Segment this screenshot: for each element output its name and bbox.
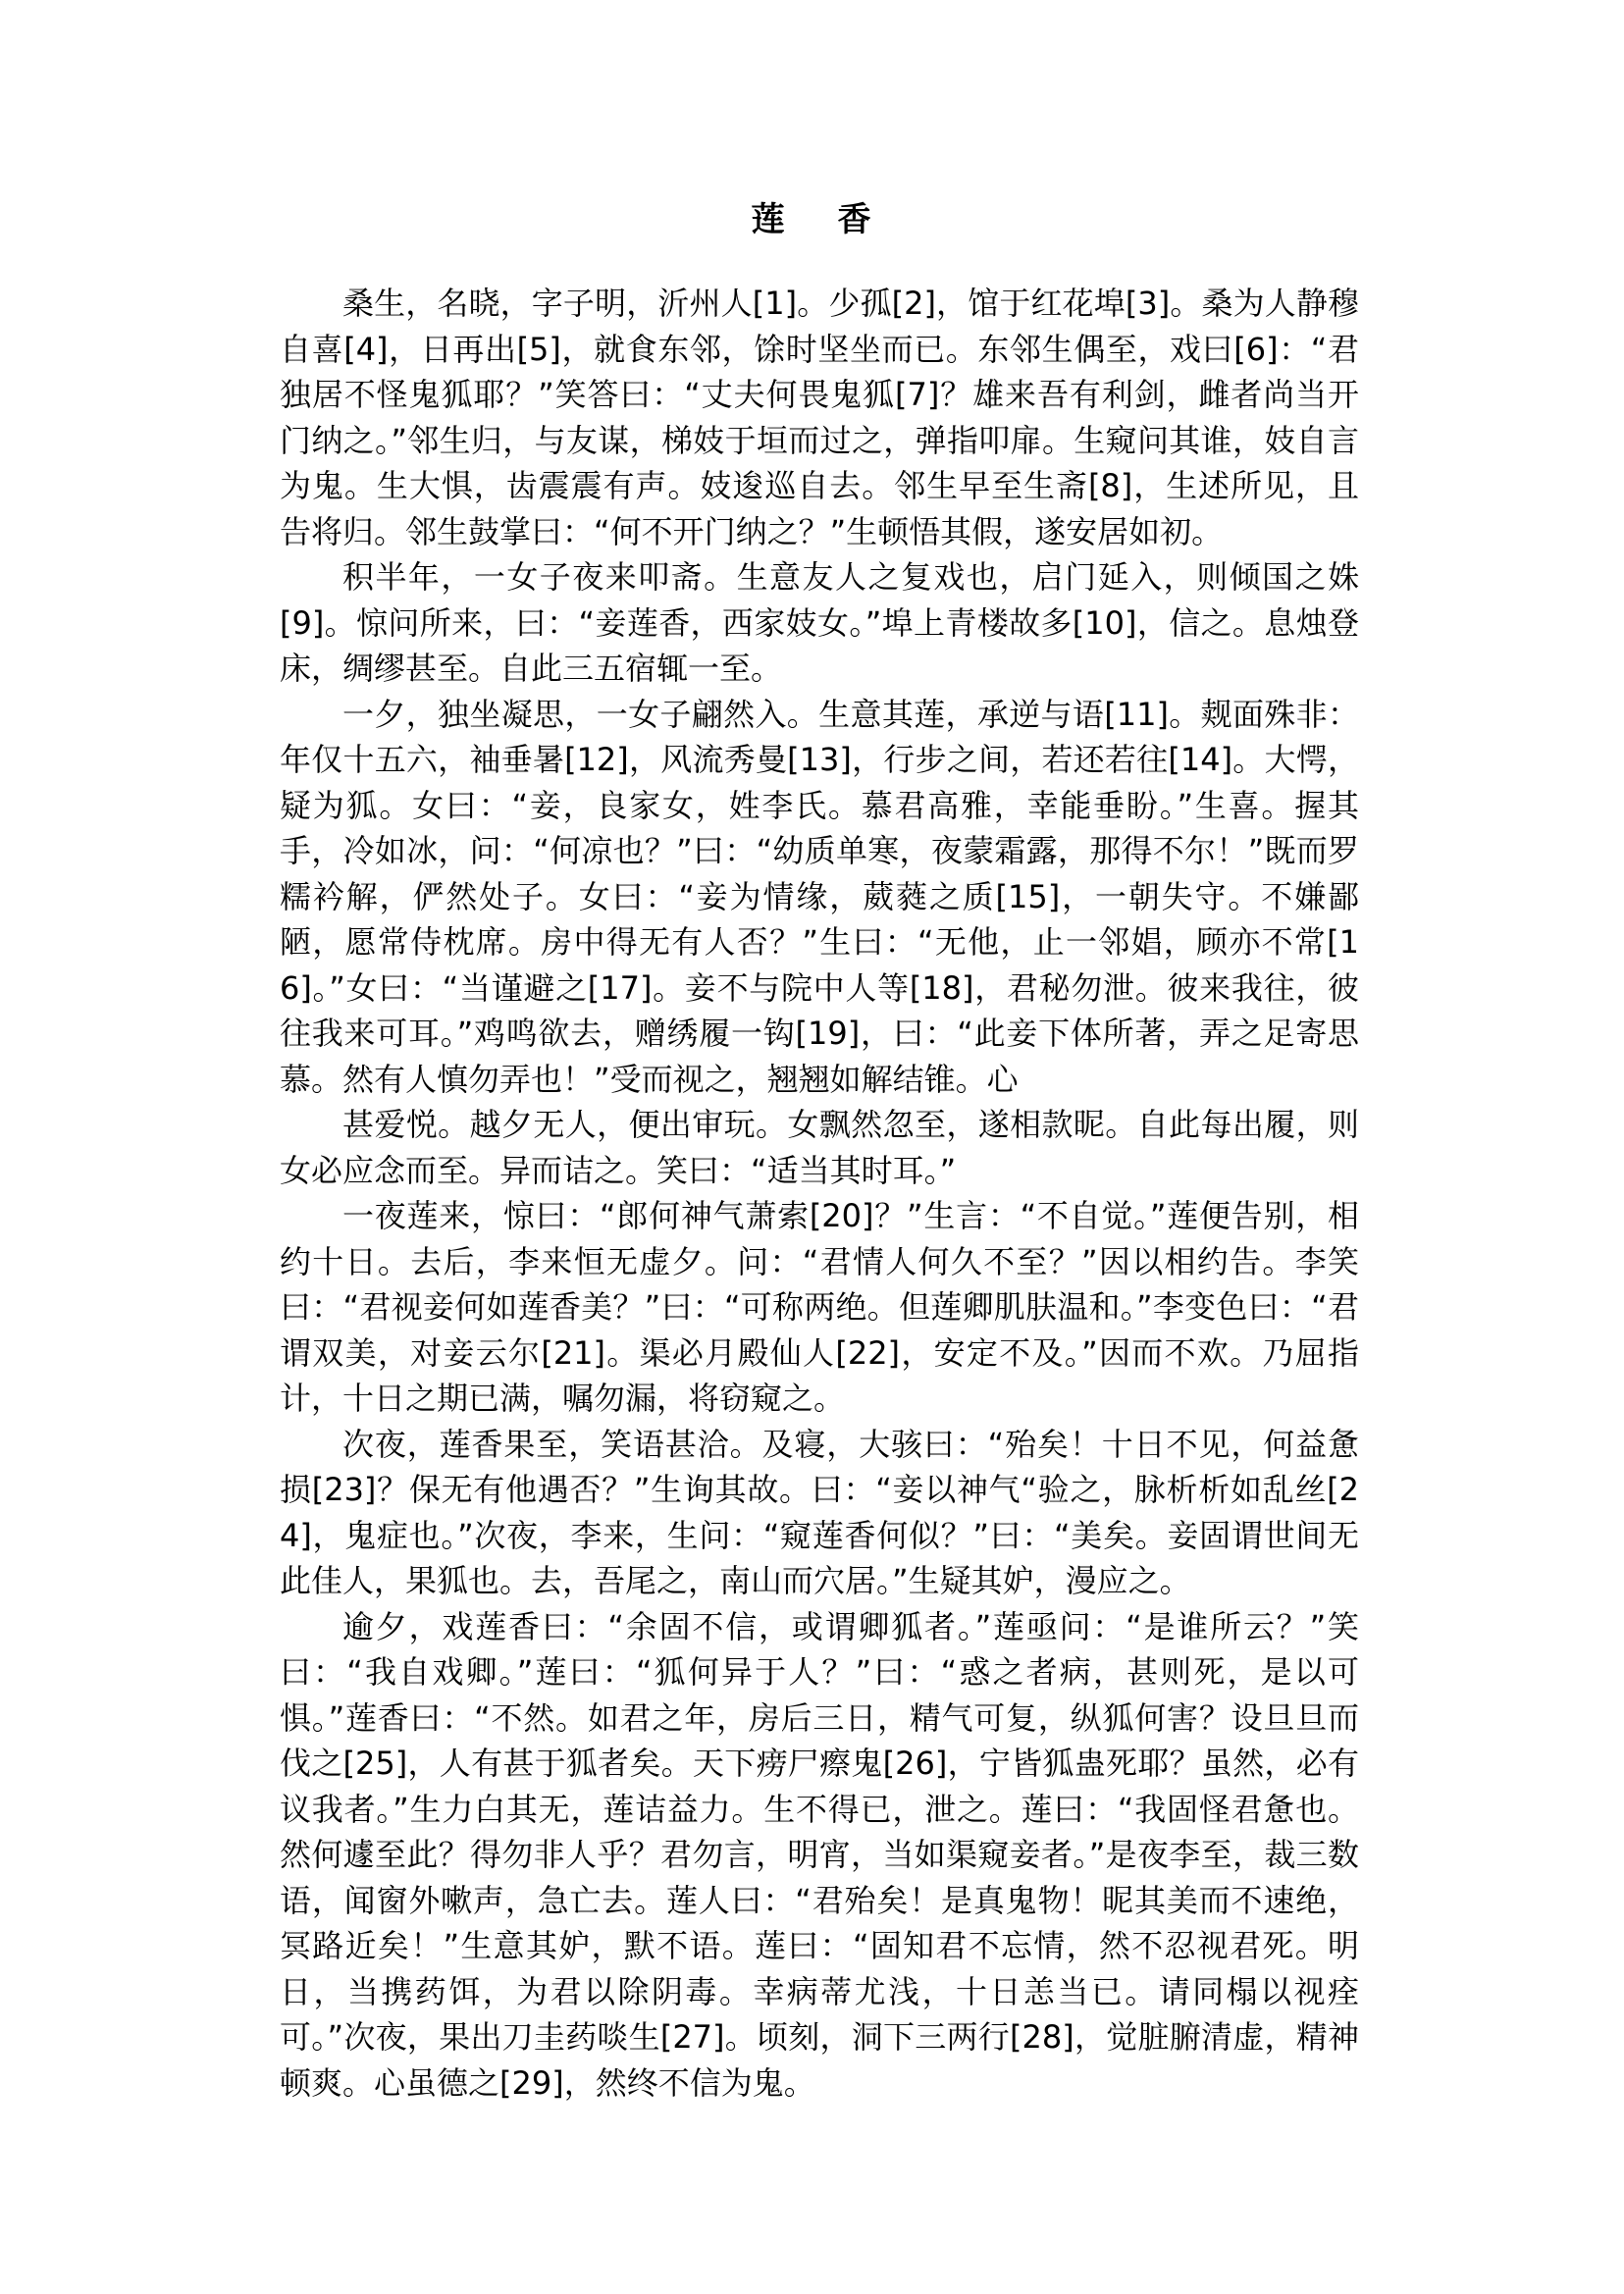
paragraph: 积半年，一女子夜来叩斋。生意友人之复戏也，启门延入，则倾国之姝[9]。惊问所来，曰：“妾莲香，西家妓女。”埠上青楼故多[10]，信之。息烛登床，绸缪甚至。自此三五宿辄一至。 [280, 558, 1359, 687]
paragraph: 次夜，莲香果至，笑语甚洽。及寝，大骇曰：“殆矣！十日不见，何益惫损[23]？保无有他遇否？”生询其故。曰：“妾以神气“验之，脉析析如乱丝[24]，鬼症也。”次夜，李来，生问：“窥莲香何似？”曰：“美矣。妾固谓世间无此佳人，果狐也。去，吾尾之，南山而穴居。”生疑其妒，漫应之。 [280, 1425, 1359, 1599]
page-title [0, 196, 1624, 243]
paragraph: 一夕，独坐凝思，一女子翩然入。生意其莲，承逆与语[11]。觌面殊非：年仅十五六，袖垂暑[12]，风流秀曼[13]，行步之间，若还若往[14]。大愕，疑为狐。女曰：“妾，良家女，姓李氏。慕君高雅，幸能垂盼。”生喜。握其手，冷如冰，问：“何凉也？”曰：“幼质单寒，夜蒙霜露，那得不尔！”既而罗糯衿解，俨然处子。女曰：“妾为情缘，葳蕤之质[15]，一朝失守。不嫌鄙陋，愿常侍枕席。房中得无有人否？”生曰：“无他，止一邻娼，顾亦不常[16]。”女曰：“当谨避之[17]。妾不与院中人等[18]，君秘勿泄。彼来我往，彼往我来可耳。”鸡鸣欲去，赠绣履一钩[19]，曰：“此妾下体所著，弄之足寄思慕。然有人慎勿弄也！”受而视之，翘翘如解结锥。心 [280, 695, 1359, 1098]
story-body [280, 281, 1359, 2106]
paragraph: 一夜莲来，惊曰：“郎何神气萧索[20]？”生言：“不自觉。”莲便告别，相约十日。去后，李来恒无虚夕。问：“君情人何久不至？”因以相约告。李笑曰：“君视妾何如莲香美？”曰：“可称两绝。但莲卿肌肤温和。”李变色曰：“君谓双美，对妾云尔[21]。渠必月殿仙人[22]，安定不及。”因而不欢。乃屈指计，十日之期已满，嘱勿漏，将窃窥之。 [280, 1197, 1359, 1417]
title-char: 莲 [751, 200, 787, 239]
paragraph: 逾夕，戏莲香曰：“余固不信，或谓卿狐者。”莲亟问：“是谁所云？”笑曰：“我自戏卿。”莲曰：“狐何异于人？”曰：“惑之者病，甚则死，是以可惧。”莲香曰：“不然。如君之年，房后三日，精气可复，纵狐何害？设旦旦而伐之[25]，人有甚于狐者矣。天下痨尸瘵鬼[26]，宁皆狐蛊死耶？虽然，必有议我者。”生力白其无，莲诘益力。生不得已，泄之。莲曰：“我固怪君惫也。然何遽至此？得勿非人乎？君勿言，明宵，当如渠窥妾者。”是夜李至，裁三数语，闻窗外嗽声，急亡去。莲人曰：“君殆矣！是真鬼物！昵其美而不速绝，冥路近矣！”生意其妒，默不语。莲曰：“固知君不忘情，然不忍视君死。明日，当携药饵，为君以除阴毒。幸病蒂尤浅，十日恙当已。请同榻以视痊可。”次夜，果出刀圭药啖生[27]。顷刻，洞下三两行[28]，觉脏腑清虚，精神顿爽。心虽德之[29]，然终不信为鬼。 [280, 1607, 1359, 2102]
paragraph: 甚爱悦。越夕无人，便出审玩。女飘然忽至，遂相款昵。自此每出履，则女必应念而至。异而诘之。笑曰：“适当其时耳。” [280, 1106, 1359, 1189]
title-char: 香 [837, 200, 873, 239]
paragraph: 桑生，名晓，字子明，沂州人[1]。少孤[2]，馆于红花埠[3]。桑为人静穆自喜[4]，日再出[5]，就食东邻，馀时坚坐而已。东邻生偶至，戏曰[6]：“君独居不怪鬼狐耶？”笑答曰：“丈夫何畏鬼狐[7]？雄来吾有利剑，雌者尚当开门纳之。”邻生归，与友谋，梯妓于垣而过之，弹指叩扉。生窥问其谁，妓自言为鬼。生大惧，齿震震有声。妓逡巡自去。邻生早至生斋[8]，生述所见，且告将归。邻生鼓掌曰：“何不开门纳之？”生顿悟其假，遂安居如初。 [280, 285, 1359, 550]
